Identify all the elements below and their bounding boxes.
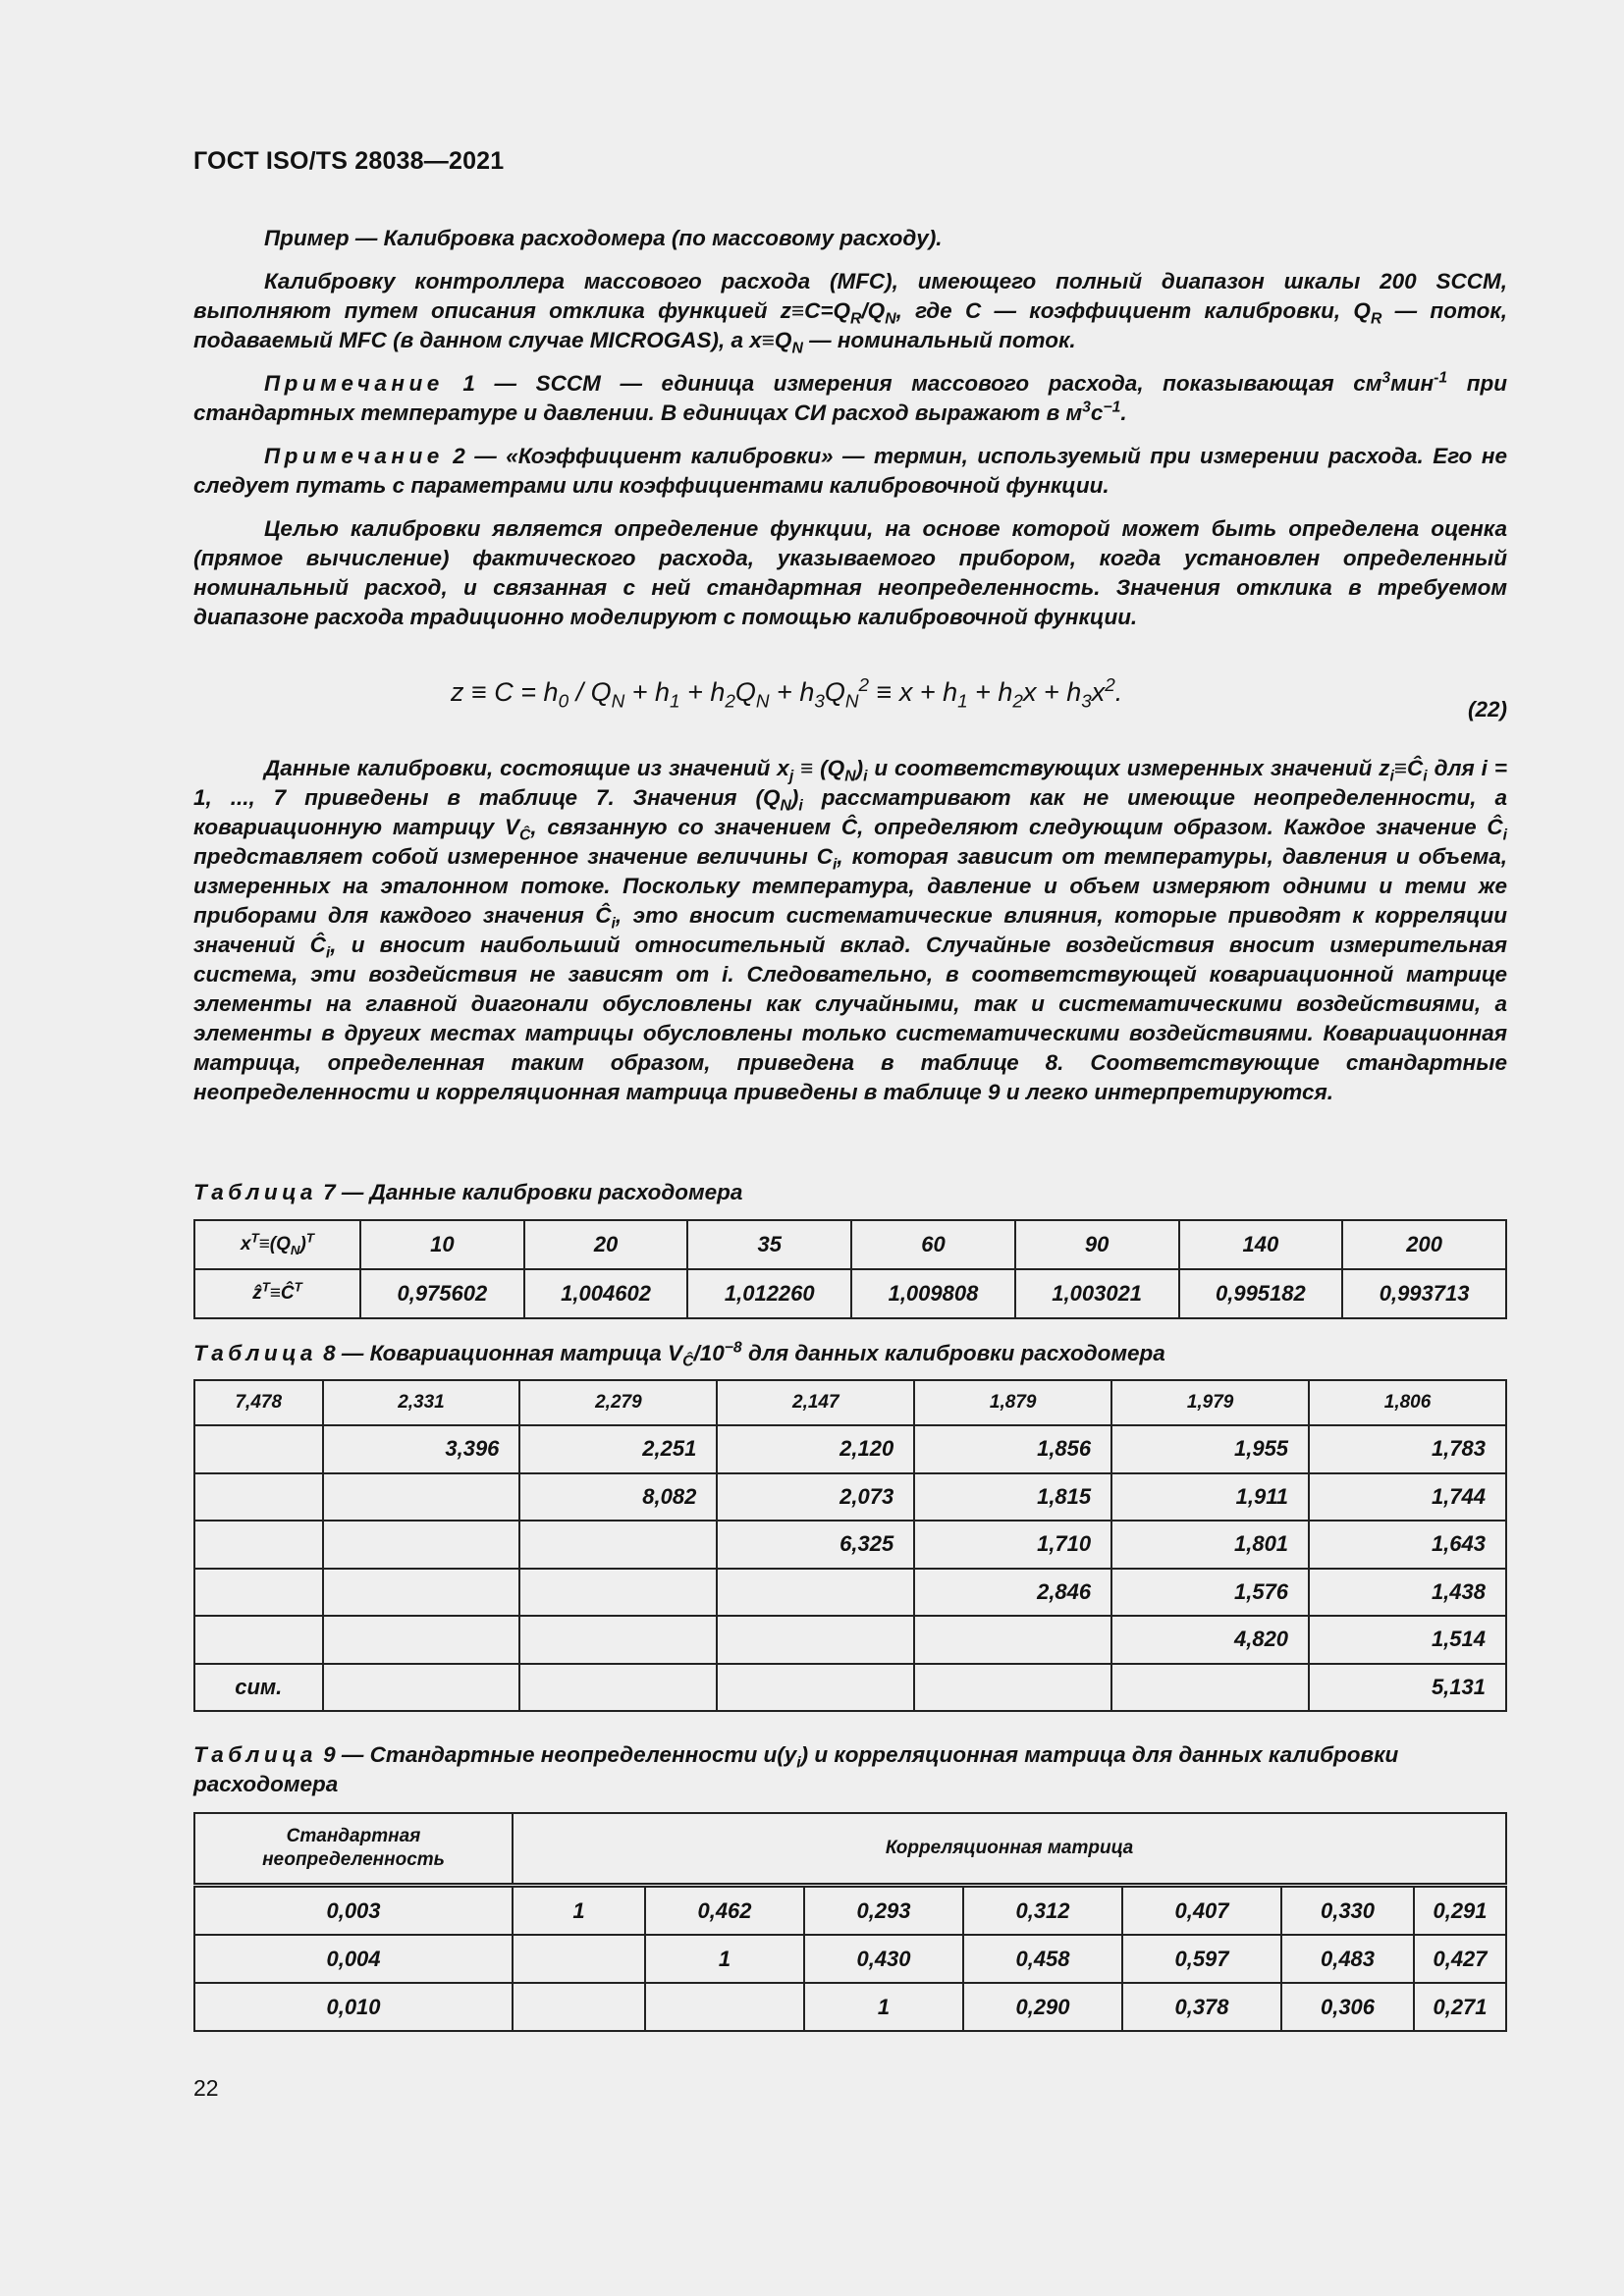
table-cell: 2,279 xyxy=(519,1380,717,1425)
table-cell: 0,597 xyxy=(1122,1935,1281,1983)
table-cell: 0,293 xyxy=(804,1886,963,1936)
table-cell: 1,004602 xyxy=(524,1269,688,1318)
table-cell: 1,879 xyxy=(914,1380,1111,1425)
header-standard-uncertainty: Стандартная неопределенность xyxy=(194,1813,513,1886)
table-cell: 1,856 xyxy=(914,1425,1111,1473)
formula-number: (22) xyxy=(1467,697,1507,721)
body-text-calibration xyxy=(193,754,1507,1121)
table-cell: 0,427 xyxy=(1414,1935,1506,1983)
table-cell xyxy=(323,1569,520,1617)
table-cell: 1 xyxy=(804,1983,963,2031)
table-8 xyxy=(193,1379,1507,1712)
table-7 xyxy=(193,1219,1507,1319)
table-cell: 0,995182 xyxy=(1179,1269,1343,1318)
table-cell: 8,082 xyxy=(519,1473,717,1522)
table-cell: 1,009808 xyxy=(851,1269,1015,1318)
table-cell: 2,120 xyxy=(717,1425,914,1473)
note-2: Примечание 2 — «Коэффициент калибровки» — термин, используемый при измерении расхода. Его не следует путать с параметрами или коэффициентами калибровочной функции. xyxy=(193,444,1507,498)
note-1: Примечание 1 — SCCM — единица измерения массового расхода, показывающая $см^3мин^{-1}$ при стандартных температуре и давлении. В единицах СИ расход выражают в $м^3с^{-1}$. xyxy=(193,369,1507,425)
table-cell xyxy=(513,1935,645,1983)
table-cell xyxy=(194,1569,323,1617)
table-cell: 0,312 xyxy=(963,1886,1122,1936)
table-cell: 1,744 xyxy=(1309,1473,1506,1522)
table-cell xyxy=(519,1616,717,1664)
table-row xyxy=(194,1569,1506,1617)
table-cell: 1,514 xyxy=(1309,1616,1506,1664)
table-row xyxy=(194,1935,1506,1983)
paragraph-purpose: Целью калибровки является определение функции, на основе которой может быть определена оценка (прямое вычисление) фактического расхода, указываемого прибором, когда установлен определенный номинальный расход, и связанная с ней стандартная неопределенность. Значения отклика в требуемом диапазоне расхода традиционно моделируют с помощью калибровочной функции. xyxy=(193,516,1507,629)
table-row xyxy=(194,1380,1506,1425)
table-cell: 0,306 xyxy=(1281,1983,1414,2031)
table-cell: 0,378 xyxy=(1122,1983,1281,2031)
table-cell: 5,131 xyxy=(1309,1664,1506,1712)
paragraph-mfc: Калибровку контроллера массового расхода (MFC), имеющего полный диапазон шкалы 200 SCCM, выполняют путем описания отклика функцией $z\equiv C=Q_R/Q_N$, где C — коэффициент калибровки, $Q_R$ — поток, подаваемый MFC (в данном случае MICROGAS), а $x\equiv Q_N$ — номинальный поток. xyxy=(193,269,1507,357)
table-cell: 0,291 xyxy=(1414,1886,1506,1936)
table-cell: 1,955 xyxy=(1111,1425,1309,1473)
table-cell: 2,251 xyxy=(519,1425,717,1473)
table-cell: 0,430 xyxy=(804,1935,963,1983)
table-cell: 0,993713 xyxy=(1342,1269,1506,1318)
row-label-x: $x^T\equiv(Q_N)^T$ xyxy=(194,1220,360,1269)
table-cell: 200 xyxy=(1342,1220,1506,1269)
table-cell xyxy=(323,1616,520,1664)
table-cell: 2,147 xyxy=(717,1380,914,1425)
row-label-z: $ẑ^T\equiv Ĉ^T$ xyxy=(194,1269,360,1318)
table-cell xyxy=(717,1569,914,1617)
table-cell: 7,478 xyxy=(194,1380,323,1425)
table-cell xyxy=(519,1569,717,1617)
formula-expression: $z \equiv C = h_0 / Q_N + h_1 + h_2Q_N + h_3Q_N^2 \equiv x + h_1 + h_2x + h_3x^2$. xyxy=(451,675,1123,713)
table-row xyxy=(194,1886,1506,1936)
table-cell xyxy=(519,1521,717,1569)
table-cell: 1,979 xyxy=(1111,1380,1309,1425)
table-cell: 0,975602 xyxy=(360,1269,524,1318)
table-cell: 2,073 xyxy=(717,1473,914,1522)
table-cell: 1,003021 xyxy=(1015,1269,1179,1318)
table9-caption: Таблица 9 — Стандартные неопределенности $u(y_i)$ и корреляционная матрица для данных калибровки расходомера xyxy=(193,1742,1399,1796)
example-title: Пример — Калибровка расходомера (по массовому расходу). xyxy=(264,226,943,250)
table-cell: 0,458 xyxy=(963,1935,1122,1983)
formula-22 xyxy=(193,675,1507,721)
table-cell xyxy=(513,1983,645,2031)
table-cell xyxy=(914,1616,1111,1664)
table-cell: 1,576 xyxy=(1111,1569,1309,1617)
table-row xyxy=(194,1220,1506,1269)
table-cell: 1 xyxy=(645,1935,804,1983)
table-cell: 1,438 xyxy=(1309,1569,1506,1617)
table-header-row xyxy=(194,1813,1506,1886)
table-cell: 0,462 xyxy=(645,1886,804,1936)
table-cell xyxy=(323,1473,520,1522)
table-cell: 1,643 xyxy=(1309,1521,1506,1569)
table-cell xyxy=(717,1616,914,1664)
table-cell: 1,815 xyxy=(914,1473,1111,1522)
table-cell: 4,820 xyxy=(1111,1616,1309,1664)
symmetric-label: сим. xyxy=(194,1664,323,1712)
table-cell: 2,331 xyxy=(323,1380,520,1425)
table-cell: 10 xyxy=(360,1220,524,1269)
table-cell: 0,003 xyxy=(194,1886,513,1936)
table-row xyxy=(194,1664,1506,1712)
table-cell: 0,004 xyxy=(194,1935,513,1983)
table-cell: 60 xyxy=(851,1220,1015,1269)
table-cell xyxy=(194,1616,323,1664)
table-cell xyxy=(194,1425,323,1473)
table-cell xyxy=(323,1521,520,1569)
table-cell xyxy=(645,1983,804,2031)
page-number: 22 xyxy=(193,2075,219,2101)
table7-caption: Таблица 7 — Данные калибровки расходомера xyxy=(193,1180,743,1204)
table-row xyxy=(194,1269,1506,1318)
table-row xyxy=(194,1425,1506,1473)
table-cell: 1,783 xyxy=(1309,1425,1506,1473)
table-cell xyxy=(194,1521,323,1569)
table-cell: 90 xyxy=(1015,1220,1179,1269)
body-text-top xyxy=(193,224,1507,646)
table-cell: 1 xyxy=(513,1886,645,1936)
table-cell: 6,325 xyxy=(717,1521,914,1569)
table-cell: 20 xyxy=(524,1220,688,1269)
table-cell: 1,012260 xyxy=(687,1269,851,1318)
table-9 xyxy=(193,1812,1507,2032)
table-cell xyxy=(323,1664,520,1712)
table-row xyxy=(194,1983,1506,2031)
document-header: ГОСТ ISO/TS 28038—2021 xyxy=(193,147,505,175)
table-cell: 35 xyxy=(687,1220,851,1269)
table-row xyxy=(194,1521,1506,1569)
table-cell: 0,407 xyxy=(1122,1886,1281,1936)
table8-caption: Таблица 8 — Ковариационная матрица $V_Ĉ/10^{-8}$ для данных калибровки расходомера xyxy=(193,1339,1165,1370)
table-cell: 3,396 xyxy=(323,1425,520,1473)
paragraph-calibration-data: Данные калибровки, состоящие из значений $x_j \equiv (Q_N)_i$ и соответствующих измеренных значений $z_i\equiv Ĉ_i$ для i = 1, ..., 7 приведены в таблице 7. Значения $(Q_N)_i$ рассматривают как не имеющие неопределенности, а ковариационную матрицу $V_Ĉ$, связанную со значением Ĉ, определяют следующим образом. Каждое значение $Ĉ_i$ представляет собой измеренное значение величины $C_i$, которая зависит от температуры, давления и объема, измеренных на эталонном потоке. Поскольку температура, давление и объем измеряют одними и теми же приборами для каждого значения $Ĉ_i$, это вносит систематические влияния, которые приводят к корреляции значений $Ĉ_i$, и вносит наибольший относительный вклад. Случайные воздействия вносит измерительная система, эти воздействия не зависят от i. Следовательно, в соответствующей ковариационной матрице элементы на главной диагонали обусловлены как случайными, так и систематическими воздействиями, а элементы в других местах матрицы обусловлены только систематическими воздействиями. Ковариационная матрица, определенная таким образом, приведена в таблице 8. Соответствующие стандартные неопределенности и корреляционная матрица приведены в таблице 9 и легко интерпретируются. xyxy=(193,756,1508,1104)
table-cell xyxy=(914,1664,1111,1712)
table-cell xyxy=(1111,1664,1309,1712)
table-cell: 0,483 xyxy=(1281,1935,1414,1983)
table-cell: 1,911 xyxy=(1111,1473,1309,1522)
table-cell: 0,290 xyxy=(963,1983,1122,2031)
table-cell: 0,010 xyxy=(194,1983,513,2031)
table-cell xyxy=(717,1664,914,1712)
table-cell: 1,710 xyxy=(914,1521,1111,1569)
table-cell: 140 xyxy=(1179,1220,1343,1269)
table-cell: 2,846 xyxy=(914,1569,1111,1617)
header-correlation-matrix: Корреляционная матрица xyxy=(513,1813,1506,1886)
table-cell: 1,801 xyxy=(1111,1521,1309,1569)
table-cell xyxy=(519,1664,717,1712)
table-cell: 0,271 xyxy=(1414,1983,1506,2031)
table-row xyxy=(194,1473,1506,1522)
table-cell xyxy=(194,1473,323,1522)
table-cell: 1,806 xyxy=(1309,1380,1506,1425)
table-cell: 0,330 xyxy=(1281,1886,1414,1936)
table-row xyxy=(194,1616,1506,1664)
